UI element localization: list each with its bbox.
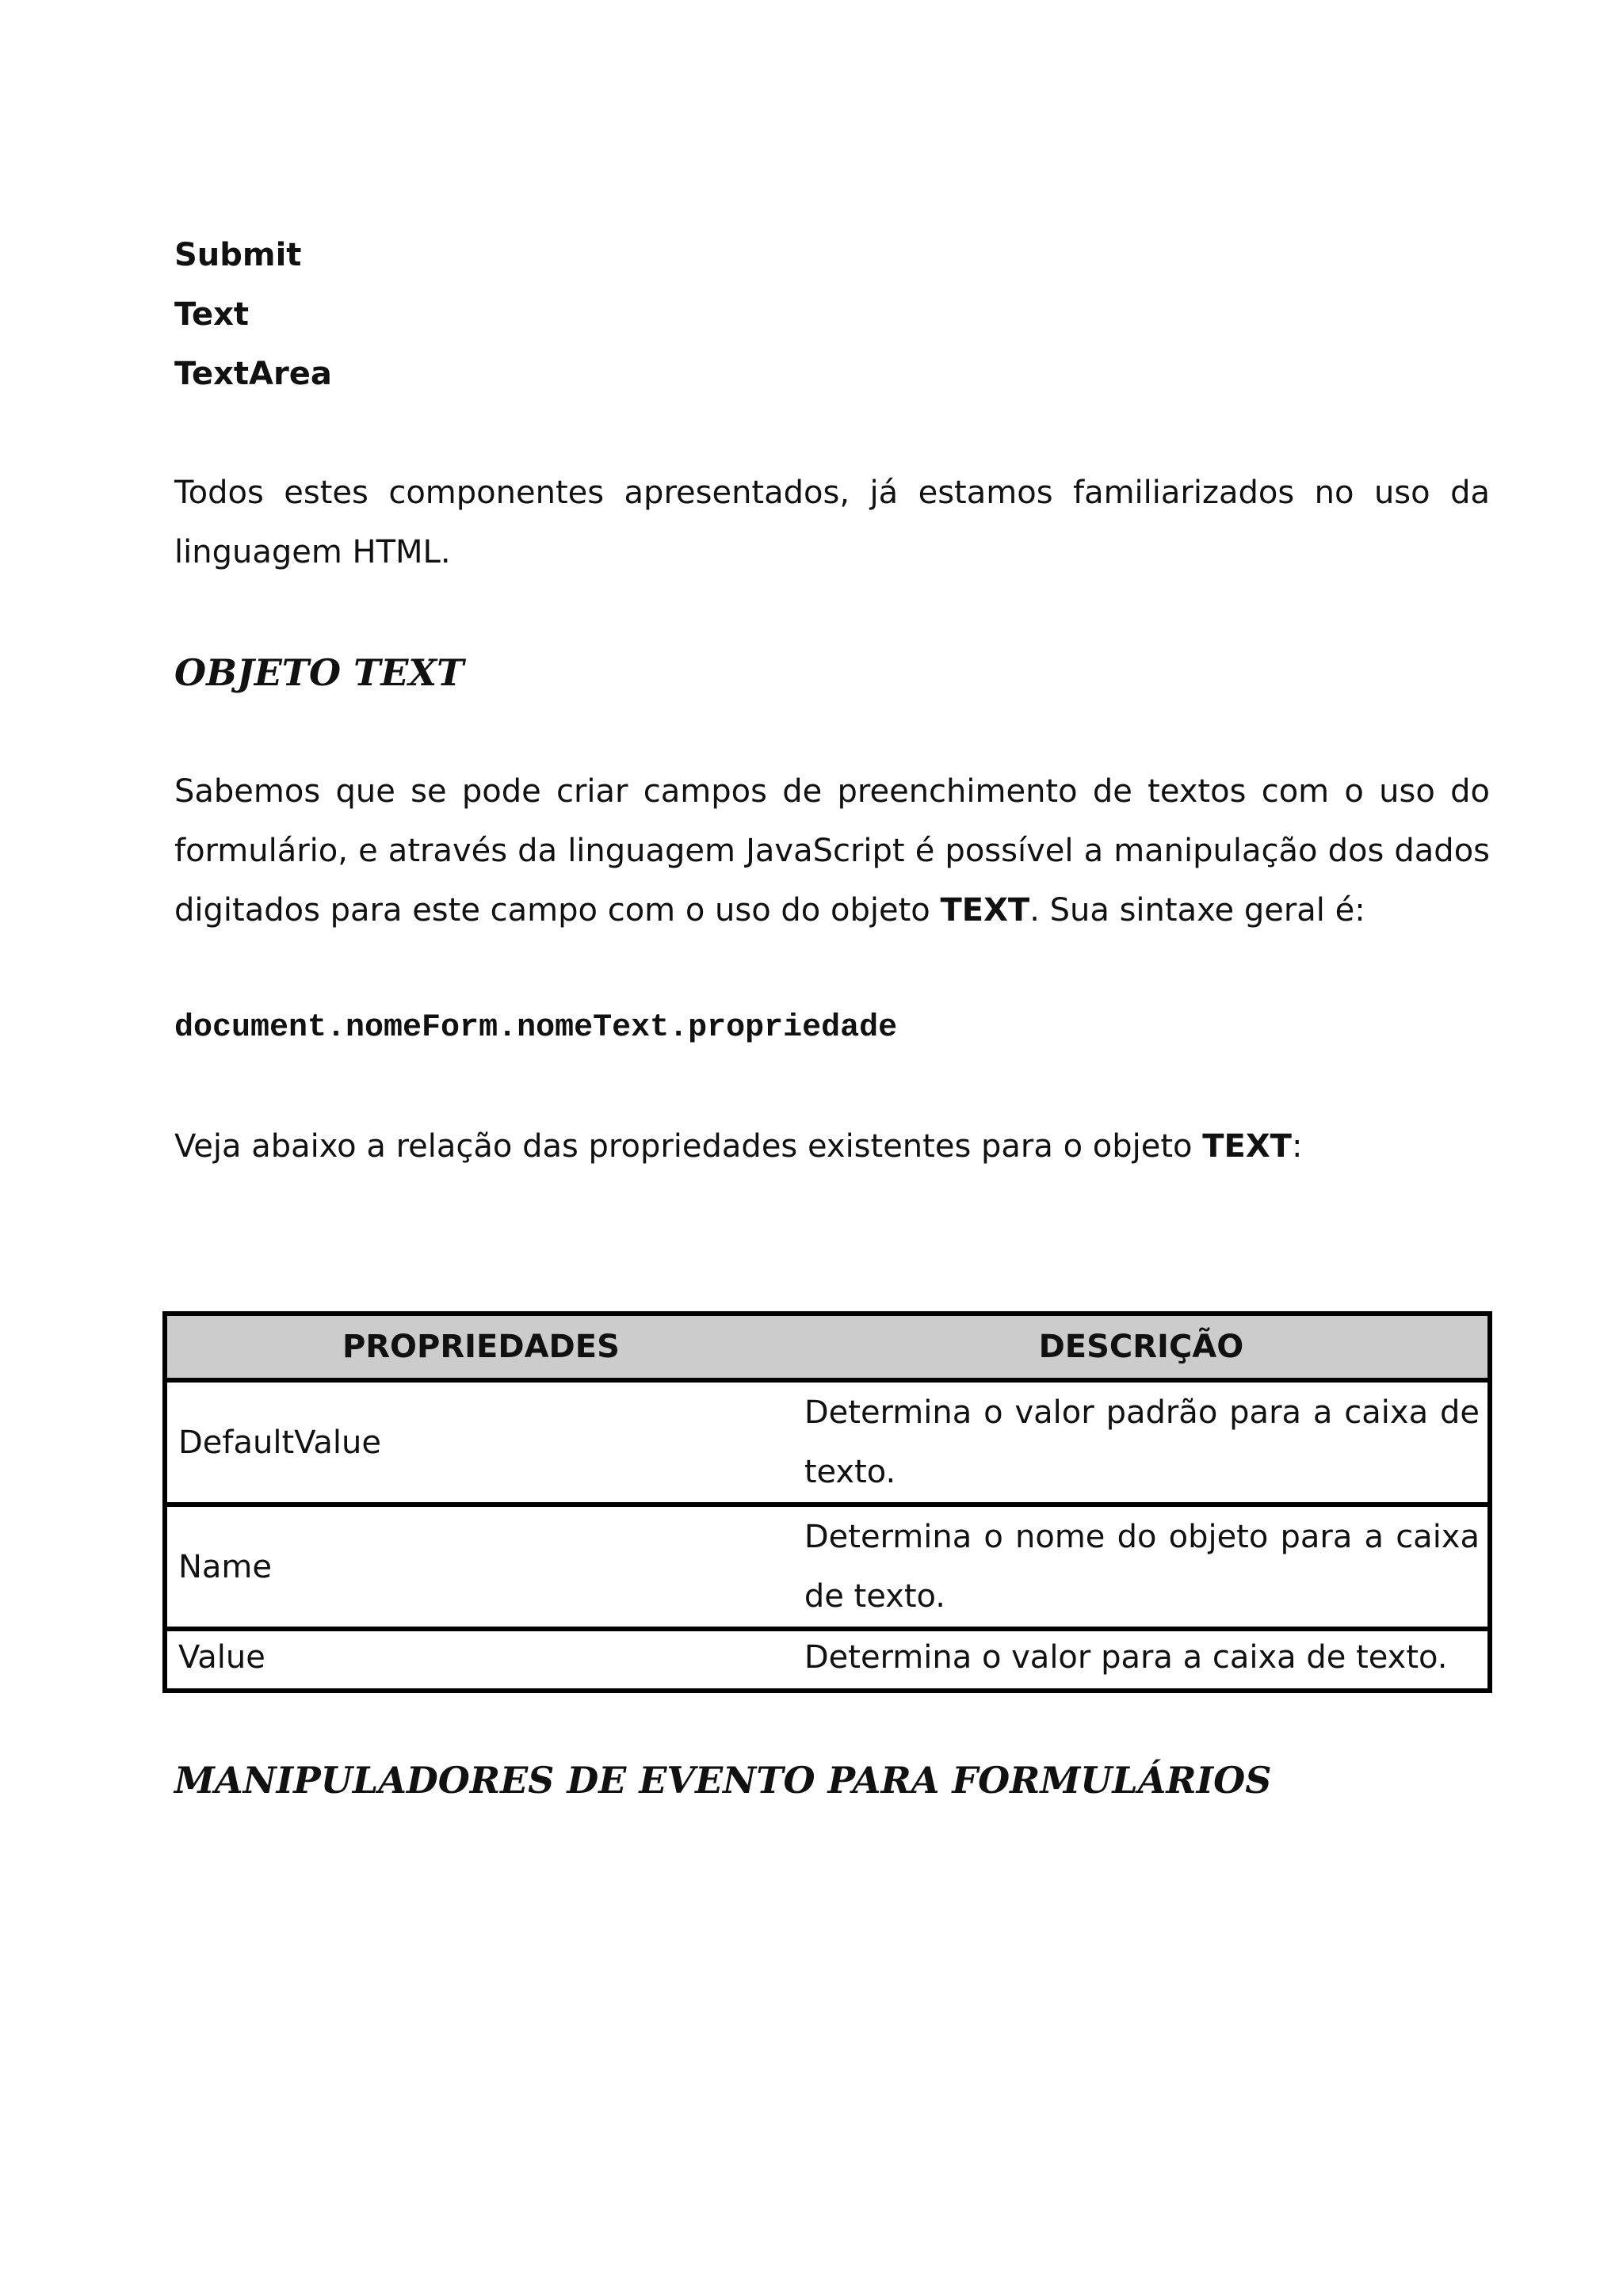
prop-cell: Value [178, 1639, 265, 1676]
document-page [174, 226, 1490, 1177]
desc-cell: Determina o valor padrão para a caixa de texto. [795, 1380, 1490, 1505]
list-item-submit: Submit [174, 237, 302, 273]
prop-cell: Name [165, 1505, 795, 1629]
intro-paragraph: Todos estes componentes apresentados, já estamos familiarizados no uso da linguagem HTML. [174, 475, 1490, 570]
desc-cell: Determina o nome do objeto para a caixa de texto. [795, 1505, 1490, 1629]
list-item-textarea: TextArea [174, 356, 332, 392]
table-header-row [165, 1314, 1490, 1380]
table-intro-text-start: Veja abaixo a relação das propriedades existentes para o objeto [174, 1128, 1203, 1165]
paragraph-text-bold: TEXT [940, 892, 1030, 929]
prop-cell: DefaultValue [165, 1380, 795, 1505]
table-row [165, 1629, 1490, 1691]
paragraph-text-start: Sabemos que se pode criar campos de preenchimento de textos com o uso do formulário, e através da linguagem JavaScript é possível a manipulação dos dados digitados para este campo com o uso do objeto [174, 773, 1490, 929]
table-intro-text-end: : [1291, 1128, 1303, 1165]
desc-cell: Determina o valor para a caixa de texto. [804, 1639, 1448, 1676]
section-heading-manipuladores: MANIPULADORES DE EVENTO PARA FORMULÁRIOS [174, 1759, 1272, 1802]
header-descricao: DESCRIÇÃO [795, 1314, 1490, 1380]
table-intro-paragraph [174, 1117, 1490, 1177]
header-propriedades: PROPRIEDADES [165, 1314, 795, 1380]
objeto-text-paragraph [174, 762, 1490, 940]
table-intro-text-bold: TEXT [1202, 1128, 1292, 1165]
table-row [165, 1505, 1490, 1629]
list-item-text: Text [174, 296, 250, 333]
paragraph-text-end: . Sua sintaxe geral é: [1029, 892, 1365, 929]
properties-table [162, 1311, 1492, 1693]
table-row [165, 1380, 1490, 1505]
section-heading-objeto-text: OBJETO TEXT [174, 651, 464, 694]
syntax-code: document.nomeForm.nomeText.propriedade [174, 1010, 898, 1046]
